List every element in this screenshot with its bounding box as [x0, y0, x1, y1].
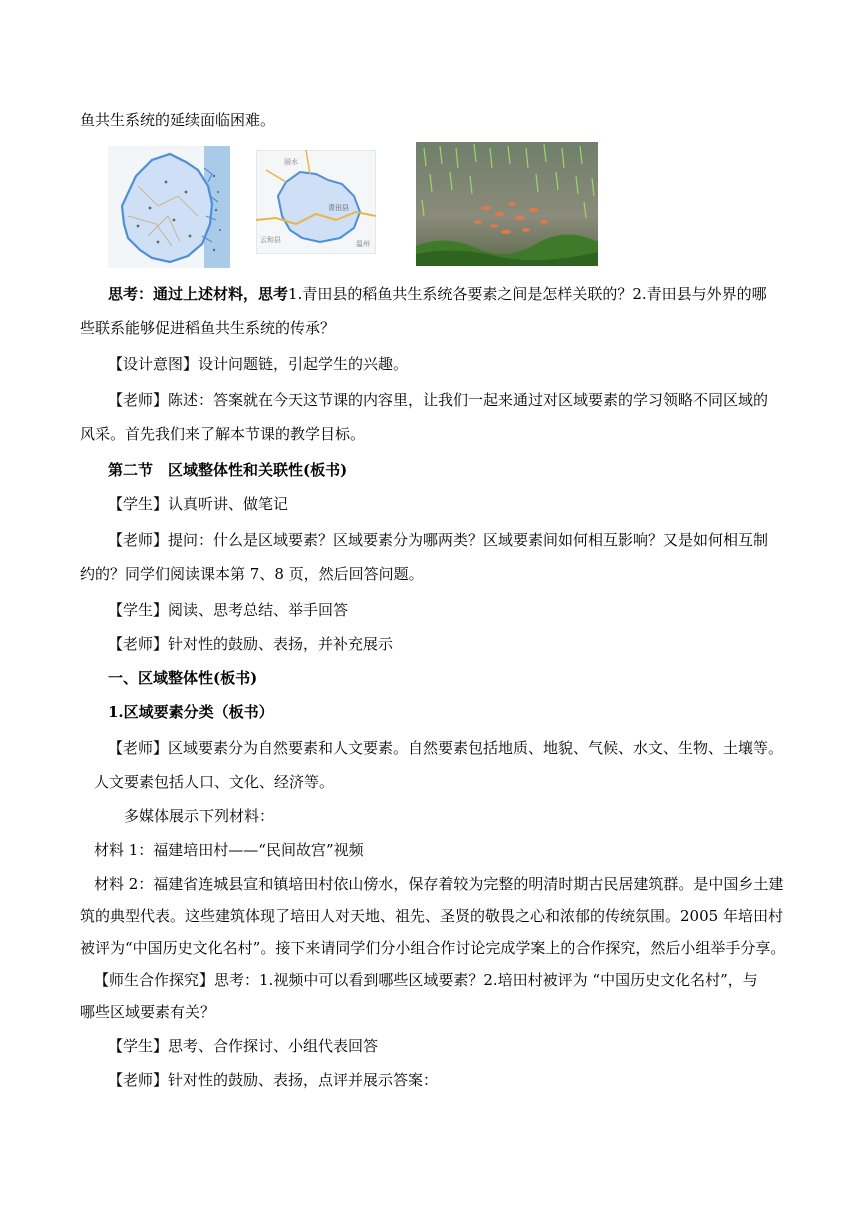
map-label: 云和县 [260, 236, 281, 244]
province-map-graphic [108, 146, 230, 268]
county-map-graphic [256, 150, 376, 254]
design-intent-line: 【设计意图】设计问题链，引起学生的兴趣。 [108, 355, 409, 373]
heading-level-1: 一、区域整体性(板书) [108, 669, 258, 687]
county-map-image [256, 150, 376, 254]
teacher-line: 【老师】针对性的鼓励、表扬，点评并展示答案： [108, 1071, 439, 1089]
paragraph-line: 鱼共生系统的延续面临困难。 [80, 111, 276, 129]
figure-row [0, 146, 860, 272]
rice-fish-photo-graphic [416, 142, 598, 266]
teacher-line: 【老师】提问：什么是区域要素？区域要素分为哪两类？区域要素间如何相互影响？又是如何相互制 [108, 531, 769, 549]
teacher-line: 【老师】陈述：答案就在今天这节课的内容里，让我们一起来通过对区域要素的学习领略不同区域的 [108, 391, 769, 409]
province-map-image [108, 146, 230, 268]
think-question-line [108, 284, 767, 304]
heading-level-2: 1.区域要素分类（板书） [108, 703, 274, 721]
teacher-line: 【老师】针对性的鼓励、表扬，并补充展示 [108, 635, 394, 653]
rice-fish-photo [416, 142, 598, 266]
paragraph-line: 约的？同学们阅读课本第 7、8 页，然后回答问题。 [80, 565, 424, 583]
student-line: 【学生】阅读、思考总结、举手回答 [108, 601, 349, 619]
material-2-line: 材料 2：福建省连城县宣和镇培田村依山傍水，保存着较为完整的明清时期古民居建筑群。是中国乡土建 [94, 875, 784, 893]
teacher-line: 【老师】区域要素分为自然要素和人文要素。自然要素包括地质、地貌、气候、水文、生物、土壤等。 [108, 739, 784, 757]
material-1-line: 材料 1：福建培田村——“民间故宫”视频 [94, 841, 364, 859]
map-label: 温州 [356, 240, 370, 248]
paragraph-line: 人文要素包括人口、文化、经济等。 [94, 773, 335, 791]
section-title: 第二节 区域整体性和关联性(板书) [108, 461, 348, 479]
think-label: 思考：通过上述材料，思考 [108, 285, 289, 303]
paragraph-line: 哪些区域要素有关？ [80, 1003, 216, 1021]
paragraph-line: 筑的典型代表。这些建筑体现了培田人对天地、祖先、圣贤的敬畏之心和浓郁的传统氛围。2005 年培田村 [80, 907, 783, 925]
cooperative-inquiry-line: 【师生合作探究】思考：1.视频中可以看到哪些区域要素？2.培田村被评为 “中国历史文化名村”，与 [94, 971, 758, 989]
media-line: 多媒体展示下列材料： [124, 807, 275, 825]
paragraph-line: 被评为“中国历史文化名村”。接下来请同学们分小组合作讨论完成学案上的合作探究，然后小组举手分享。 [80, 939, 786, 957]
map-label: 丽水 [284, 158, 298, 166]
paragraph-line: 些联系能够促进稻鱼共生系统的传承？ [80, 319, 336, 337]
student-line: 【学生】认真听讲、做笔记 [108, 495, 289, 513]
student-line: 【学生】思考、合作探讨、小组代表回答 [108, 1037, 379, 1055]
map-label: 青田县 [328, 204, 349, 212]
paragraph-line: 风采。首先我们来了解本节课的教学目标。 [80, 425, 366, 443]
think-text: 1.青田县的稻鱼共生系统各要素之间是怎样关联的？2.青田县与外界的哪 [288, 285, 767, 303]
